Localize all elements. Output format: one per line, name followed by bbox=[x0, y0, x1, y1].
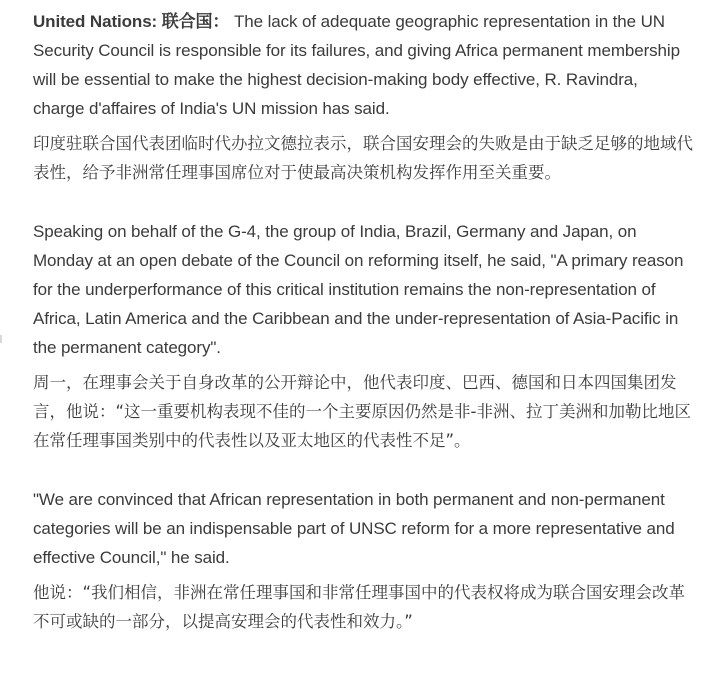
paragraph-1-chinese: 印度驻联合国代表团临时代办拉文德拉表示，联合国安理会的失败是由于缺乏足够的地域代表性，给予非洲常任理事国席位对于使最高决策机构发挥作用至关重要。 bbox=[33, 134, 693, 182]
article-body bbox=[33, 7, 693, 636]
paragraph-1-english bbox=[33, 7, 693, 123]
paragraph-2-english: Speaking on behalf of the G-4, the group of India, Brazil, Germany and Japan, on Monday at an open debate of the Council on reforming itself, he said, "A primary reason for the underperformance of this critical institution remains the non-representation of Africa, Latin America and the Caribbean and the under-representation of Asia-Pacific in the permanent category". bbox=[33, 222, 684, 357]
paragraph-3-chinese: 他说：“我们相信，非洲在常任理事国和非常任理事国中的代表权将成为联合国安理会改革不可或缺的一部分，以提高安理会的代表性和效力。” bbox=[33, 583, 686, 631]
paragraph-lead: United Nations: 联合国： bbox=[33, 12, 230, 31]
paragraph-1-text: The lack of adequate geographic representation in the UN Security Council is responsible for its failures, and giving Africa permanent membership will be essential to make the highest decision-making body effective, R. Ravindra, charge d'affaires of India's UN mission has said. bbox=[33, 12, 680, 118]
paragraph-3-english: "We are convinced that African representation in both permanent and non-permanent categories will be an indispensable part of UNSC reform for a more representative and effective Council," he said. bbox=[33, 490, 675, 567]
paragraph-2-chinese: 周一，在理事会关于自身改革的公开辩论中，他代表印度、巴西、德国和日本四国集团发言，他说：“这一重要机构表现不佳的一个主要原因仍然是非-非洲、拉丁美洲和加勒比地区在常任理事国类别中的代表性以及亚太地区的代表性不足”。 bbox=[33, 373, 692, 450]
left-edge-mark bbox=[0, 335, 2, 343]
